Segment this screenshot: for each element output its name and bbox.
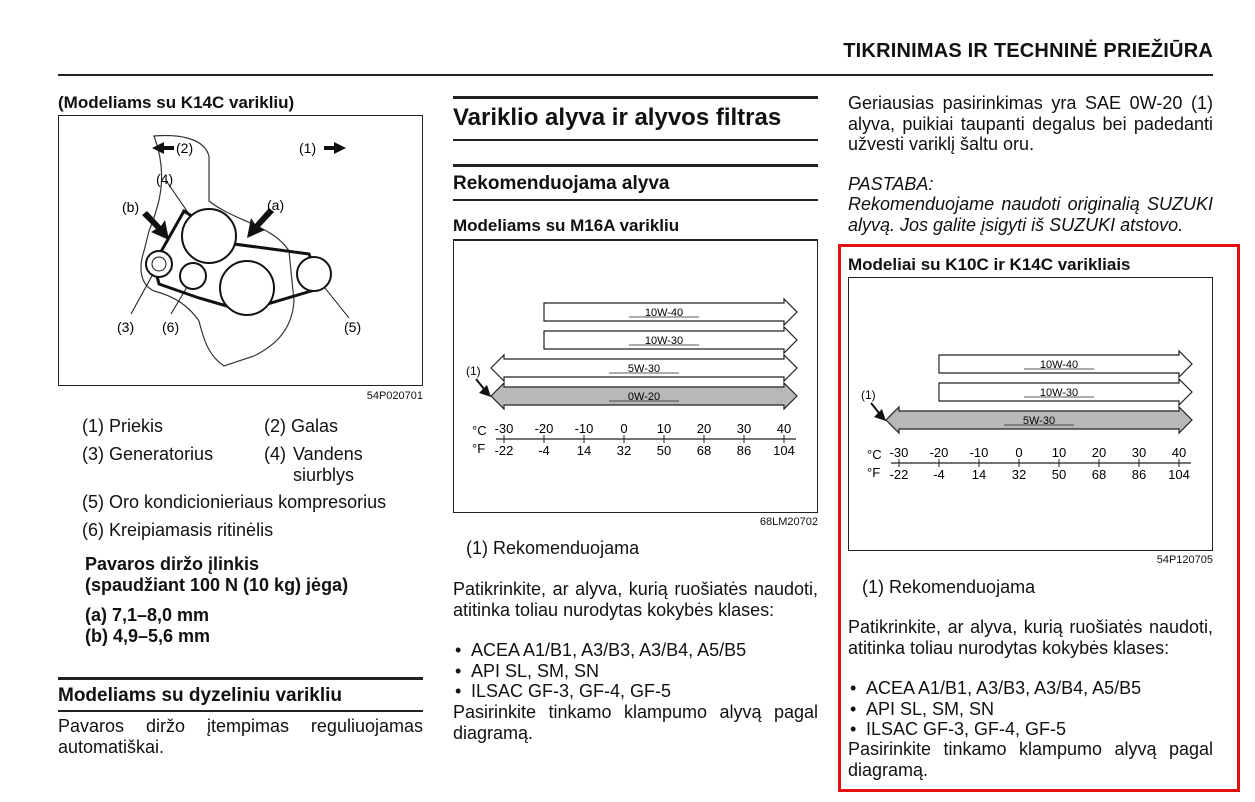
celsius-tick-label: -30: [889, 445, 909, 460]
label-compressor: (5): [344, 319, 362, 335]
diesel-rule-bottom: [58, 710, 423, 712]
viscosity-bar-label: 5W-30: [627, 363, 661, 375]
spec-value-a: (a) 7,1–8,0 mm: [85, 605, 210, 625]
spec-value-b: (b) 4,9–5,6 mm: [85, 626, 211, 646]
generator-pulley: [146, 251, 172, 277]
k10c-chart-box: [848, 277, 1213, 551]
celsius-tick-label: 0: [620, 421, 628, 436]
k10c-select-text: Pasirinkite tinkamo klampumo alyvą pagal diagramą.: [848, 739, 1213, 780]
m16a-chart-box: [453, 239, 818, 513]
oil-title-rule-bottom: [453, 139, 818, 141]
k10c-k14c-heading: Modeliai su K10C ir K14C varikliais: [848, 255, 1131, 274]
rec-rule-top: [453, 164, 818, 167]
k10c-check-text: Patikrinkite, ar alyva, kurią ruošiatės naudoti, atitinka toliau nurodytas kokybės klases:: [848, 617, 1213, 658]
celsius-tick-label: 30: [1131, 445, 1147, 460]
label-a: (a): [267, 197, 285, 213]
fahrenheit-unit: °F: [867, 465, 881, 480]
k10c-class-list: [848, 678, 1213, 740]
label-rear: (2): [176, 140, 194, 156]
fahrenheit-tick-label: 14: [576, 443, 592, 458]
list-item: • ILSAC GF-3, GF-4, GF-5: [848, 719, 1213, 740]
oil-title-rule-top: [453, 96, 818, 99]
legend-item-3: (3) Generatorius: [82, 444, 214, 464]
fahrenheit-tick-label: -4: [933, 467, 945, 482]
celsius-tick-label: 20: [1091, 445, 1107, 460]
leader-line-3: [131, 274, 153, 314]
label-idler: (6): [162, 319, 180, 335]
recommended-marker-line: [476, 379, 484, 389]
viscosity-bar-label: 10W-30: [644, 335, 684, 347]
crank-pulley: [220, 261, 274, 315]
celsius-tick-label: 10: [656, 421, 672, 436]
legend-item-6: (6) Kreipiamasis ritinėlis: [82, 520, 274, 540]
spec-title-1: Pavaros diržo įlinkis: [85, 554, 260, 574]
list-item: • API SL, SM, SN: [848, 699, 1213, 720]
water-pump-pulley: [182, 209, 236, 263]
celsius-tick-label: 40: [1171, 445, 1187, 460]
list-item: • API SL, SM, SN: [453, 661, 818, 682]
belt-diagram-svg: [59, 116, 421, 384]
viscosity-bar-label: 10W-30: [1039, 387, 1079, 399]
celsius-tick-label: -30: [494, 421, 514, 436]
label-generator: (3): [117, 319, 135, 335]
m16a-check-text: Patikrinkite, ar alyva, kurią ruošiatės naudoti, atitinka toliau nurodytas kokybės klases:: [453, 579, 818, 620]
fahrenheit-tick-label: 86: [1131, 467, 1147, 482]
legend-item-1: (1) Priekis: [82, 416, 164, 436]
diagram-code: 54P020701: [366, 390, 423, 402]
celsius-unit: °C: [867, 447, 882, 462]
label-b: (b): [122, 199, 140, 215]
m16a-viscosity-chart: [454, 240, 816, 511]
oil-section-title: Variklio alyva ir alyvos filtras: [453, 104, 782, 131]
celsius-tick-label: 30: [736, 421, 752, 436]
legend-item-4: (4) Vandens siurblys: [264, 444, 363, 485]
fahrenheit-tick-label: -22: [889, 467, 909, 482]
note-text: Rekomenduojame naudoti originalią SUZUKI alyvą. Jos galite įsigyti iš SUZUKI atstovo.: [848, 194, 1213, 235]
fahrenheit-tick-label: 14: [971, 467, 987, 482]
recommended-marker-label: (1): [466, 364, 481, 378]
celsius-tick-label: -10: [574, 421, 594, 436]
m16a-class-list: [453, 640, 818, 702]
viscosity-bar-label: 10W-40: [1039, 359, 1079, 371]
note-label: PASTABA:: [848, 174, 934, 194]
celsius-tick-label: 10: [1051, 445, 1067, 460]
page-header-title: TIKRINIMAS IR TECHNINĖ PRIEŽIŪRA: [843, 40, 1213, 62]
list-item: • ILSAC GF-3, GF-4, GF-5: [453, 681, 818, 702]
celsius-tick-label: 40: [776, 421, 792, 436]
celsius-unit: °C: [472, 423, 487, 438]
viscosity-bar-label: 0W-20: [627, 391, 661, 403]
fahrenheit-tick-label: 104: [773, 443, 795, 458]
m16a-chart-code: 68LM20702: [759, 516, 818, 528]
leader-line-5: [325, 288, 349, 318]
header-rule: [58, 74, 1213, 76]
list-item: • ACEA A1/B1, A3/B3, A3/B4, A5/B5: [453, 640, 818, 661]
fahrenheit-tick-label: 50: [1051, 467, 1067, 482]
k10c-viscosity-chart: [849, 278, 1211, 549]
recommended-arrow-icon: [874, 409, 886, 421]
list-item: • ACEA A1/B1, A3/B3, A3/B4, A5/B5: [848, 678, 1213, 699]
label-water-pump: (4): [156, 171, 174, 187]
celsius-tick-label: -20: [929, 445, 949, 460]
best-choice-text: Geriausias pasirinkimas yra SAE 0W-20 (1) alyva, puikiai taupanti degalus bei padedanti užvesti variklį šaltu oru.: [848, 93, 1213, 154]
diesel-rule-top: [58, 677, 423, 680]
fahrenheit-tick-label: -4: [538, 443, 550, 458]
celsius-tick-label: -20: [534, 421, 554, 436]
fahrenheit-tick-label: -22: [494, 443, 514, 458]
idler-pulley: [180, 263, 206, 289]
spec-title-2: (spaudžiant 100 N (10 kg) jėga): [85, 575, 349, 595]
celsius-tick-label: -10: [969, 445, 989, 460]
k10c-chart-note: (1) Rekomenduojama: [862, 577, 1036, 597]
recommended-oil-heading: Rekomenduojama alyva: [453, 173, 670, 194]
diesel-text: Pavaros diržo įtempimas reguliuojamas automatiškai.: [58, 716, 423, 757]
rec-rule-bottom: [453, 199, 818, 201]
m16a-select-text: Pasirinkite tinkamo klampumo alyvą pagal diagramą.: [453, 702, 818, 743]
celsius-tick-label: 20: [696, 421, 712, 436]
recommended-arrow-icon: [479, 385, 491, 397]
deflection-arrow-b-icon: [142, 211, 169, 240]
m16a-heading: Modeliams su M16A varikliu: [453, 216, 680, 235]
k10c-chart-code: 54P120705: [1156, 554, 1213, 566]
fahrenheit-tick-label: 50: [656, 443, 672, 458]
viscosity-bar-label: 10W-40: [644, 307, 684, 319]
belt-diagram: [58, 115, 423, 386]
fahrenheit-tick-label: 104: [1168, 467, 1190, 482]
fahrenheit-unit: °F: [472, 441, 486, 456]
compressor-pulley: [297, 257, 331, 291]
legend-item-2: (2) Galas: [264, 416, 339, 436]
fahrenheit-tick-label: 86: [736, 443, 752, 458]
rear-arrow-icon: [152, 142, 174, 154]
fahrenheit-tick-label: 32: [1011, 467, 1027, 482]
label-front: (1): [299, 140, 317, 156]
celsius-tick-label: 0: [1015, 445, 1023, 460]
m16a-chart-note: (1) Rekomenduojama: [466, 538, 640, 558]
legend-item-5: (5) Oro kondicionieriaus kompresorius: [82, 492, 387, 512]
recommended-marker-line: [871, 403, 879, 413]
front-arrow-icon: [324, 142, 346, 154]
fahrenheit-tick-label: 68: [1091, 467, 1107, 482]
viscosity-bar-label: 5W-30: [1022, 415, 1056, 427]
fahrenheit-tick-label: 68: [696, 443, 712, 458]
diesel-heading: Modeliams su dyzeliniu varikliu: [58, 685, 343, 706]
k14c-heading: (Modeliams su K14C varikliu): [58, 93, 295, 112]
fahrenheit-tick-label: 32: [616, 443, 632, 458]
recommended-marker-label: (1): [861, 388, 876, 402]
